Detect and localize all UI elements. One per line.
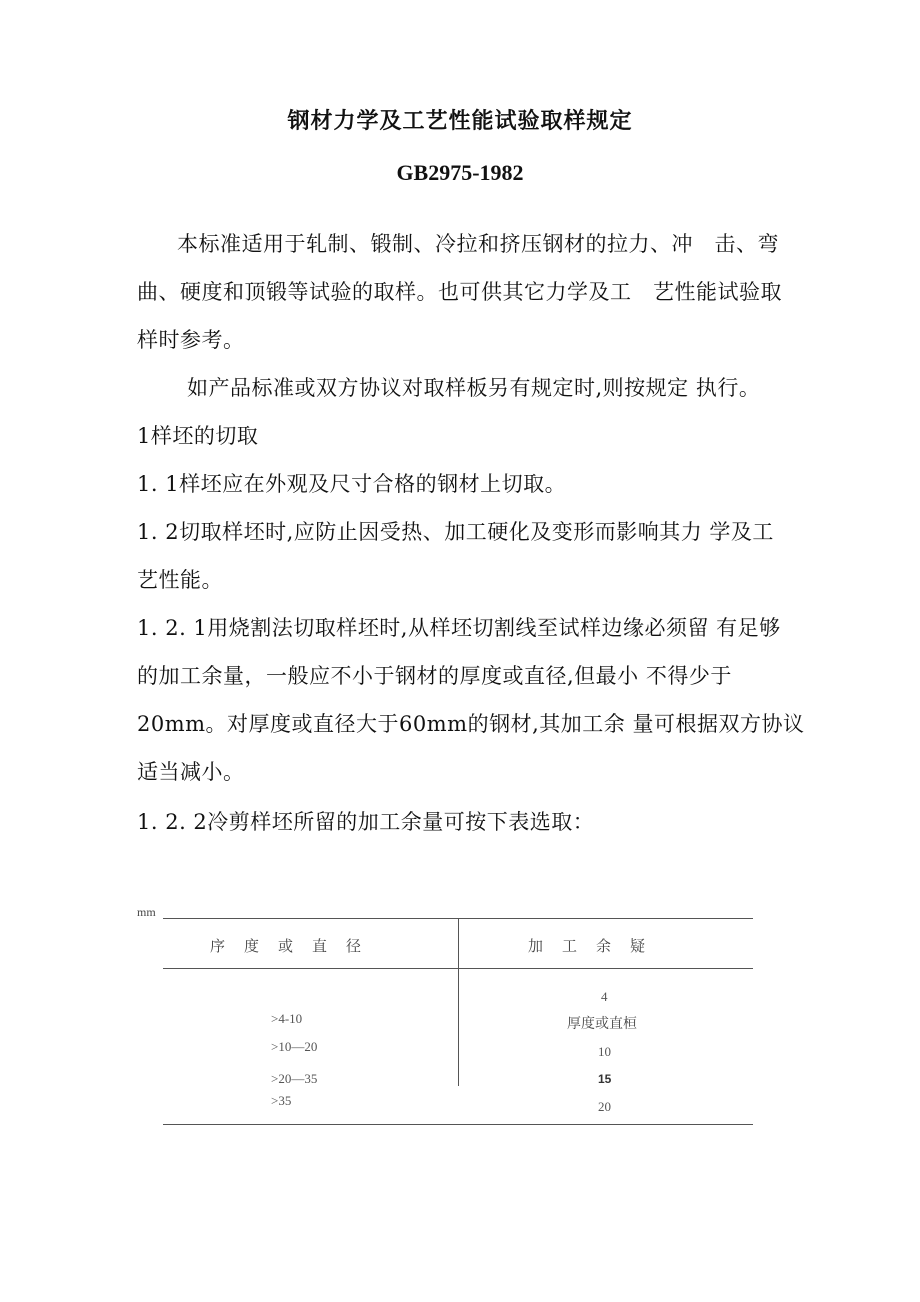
paragraph-line: 20mm。对厚度或直径大于60mm的钢材,其加工余 量可根据双方协议 xyxy=(137,712,805,736)
table-cell: >20—35 xyxy=(271,1071,318,1086)
standard-code: GB2975-1982 xyxy=(396,160,524,185)
table-cell: 15 xyxy=(598,1072,612,1086)
paragraph-line: 样时参考。 xyxy=(137,328,245,352)
paragraph-line: 1. 2切取样坯时,应防止因受热、加工硬化及变形而影响其力 学及工 xyxy=(137,520,774,544)
paragraph-line: 曲、硬度和顶锻等试验的取样。也可供其它力学及工 艺性能试验取 xyxy=(137,280,782,304)
paragraph-line: 1. 2. 1用烧割法切取样坯时,从样坯切割线至试样边缘必须留 有足够 xyxy=(137,616,781,640)
paragraph-line: 艺性能。 xyxy=(137,568,223,592)
paragraph-line: 本标准适用于轧制、锻制、冷拉和挤压钢材的拉力、冲 击、弯 xyxy=(177,232,779,256)
document-title: 钢材力学及工艺性能试验取样规定 xyxy=(287,109,633,134)
table-cell: 20 xyxy=(598,1099,611,1114)
paragraph-line: 适当减小。 xyxy=(137,760,245,784)
table-header-allowance: 加 工 余 疑 xyxy=(528,937,648,955)
paragraph-line: 的加工余量，一般应不小于钢材的厚度或直径,但最小 不得少于 xyxy=(137,664,732,688)
section-heading: 1样坯的切取 xyxy=(137,424,259,448)
paragraph-line: 如产品标准或双方协议对取样板另有规定时,则按规定 执行。 xyxy=(187,376,761,400)
paragraph-line: 1. 1样坯应在外观及尺寸合格的钢材上切取。 xyxy=(137,472,567,496)
table-cell: 厚度或直桓 xyxy=(567,1016,637,1032)
table-cell: 10 xyxy=(598,1044,611,1059)
table-cell: >10—20 xyxy=(271,1039,318,1054)
table-header-diameter: 序 度 或 直 径 xyxy=(210,937,364,955)
table-cell: >35 xyxy=(271,1093,292,1108)
table-cell: >4-10 xyxy=(271,1011,303,1026)
table-column-divider xyxy=(458,918,459,1086)
table-bottom-rule xyxy=(163,1124,753,1125)
table-cell: 4 xyxy=(601,989,608,1004)
paragraph-line: 1. 2. 2冷剪样坯所留的加工余量可按下表选取： xyxy=(137,810,595,834)
table-unit: mm xyxy=(137,905,156,919)
